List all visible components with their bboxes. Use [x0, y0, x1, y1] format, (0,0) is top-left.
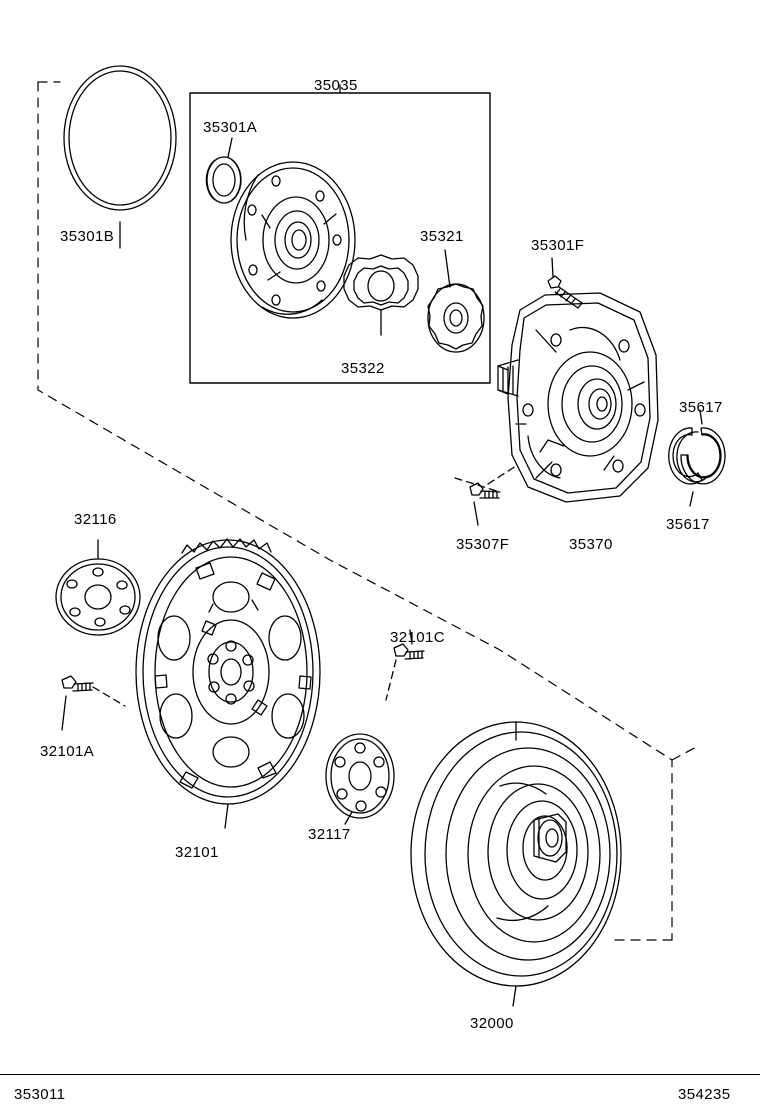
part-35617-snap-rings: [669, 410, 725, 506]
part-label-35322: 35322: [341, 360, 385, 377]
part-32101-drive-plate: [136, 539, 320, 828]
part-35301A-oil-seal: [206, 138, 241, 203]
part-label-32000: 32000: [470, 1015, 514, 1032]
part-label-35301F: 35301F: [531, 237, 585, 254]
part-label-35035: 35035: [314, 77, 358, 94]
part-label-35617-upper: 35617: [679, 399, 723, 416]
part-label-35301B: 35301B: [60, 228, 115, 245]
part-35307F-bolt: [455, 466, 516, 525]
part-35301F-bolt: [548, 258, 582, 308]
part-label-32117: 32117: [308, 826, 351, 843]
part-32116-spacer: [56, 540, 140, 635]
part-label-32101A: 32101A: [40, 743, 95, 760]
part-label-35307F: 35307F: [456, 536, 510, 553]
part-32000-torque-converter: [411, 722, 621, 1006]
part-label-35370: 35370: [569, 536, 613, 553]
part-32101A-bolt: [62, 676, 125, 730]
part-32117-spacer: [326, 734, 394, 824]
part-label-32116: 32116: [74, 511, 117, 528]
part-35301B-oval-gasket: [64, 66, 176, 248]
part-35370-pump-cover: [498, 293, 658, 502]
part-label-32101: 32101: [175, 844, 219, 861]
part-label-35617-lower: 35617: [666, 516, 710, 533]
part-label-35301A: 35301A: [203, 119, 258, 136]
page-code-right: 354235: [678, 1086, 731, 1103]
footer-divider: [0, 1074, 760, 1075]
part-35321-drive-rotor: [428, 250, 484, 352]
part-label-32101C: 32101C: [390, 629, 445, 646]
part-label-35321: 35321: [420, 228, 464, 245]
part-35322-outer-rotor: [344, 255, 418, 335]
part-oil-pump-body: [231, 162, 355, 318]
page-code-left: 353011: [14, 1086, 66, 1103]
